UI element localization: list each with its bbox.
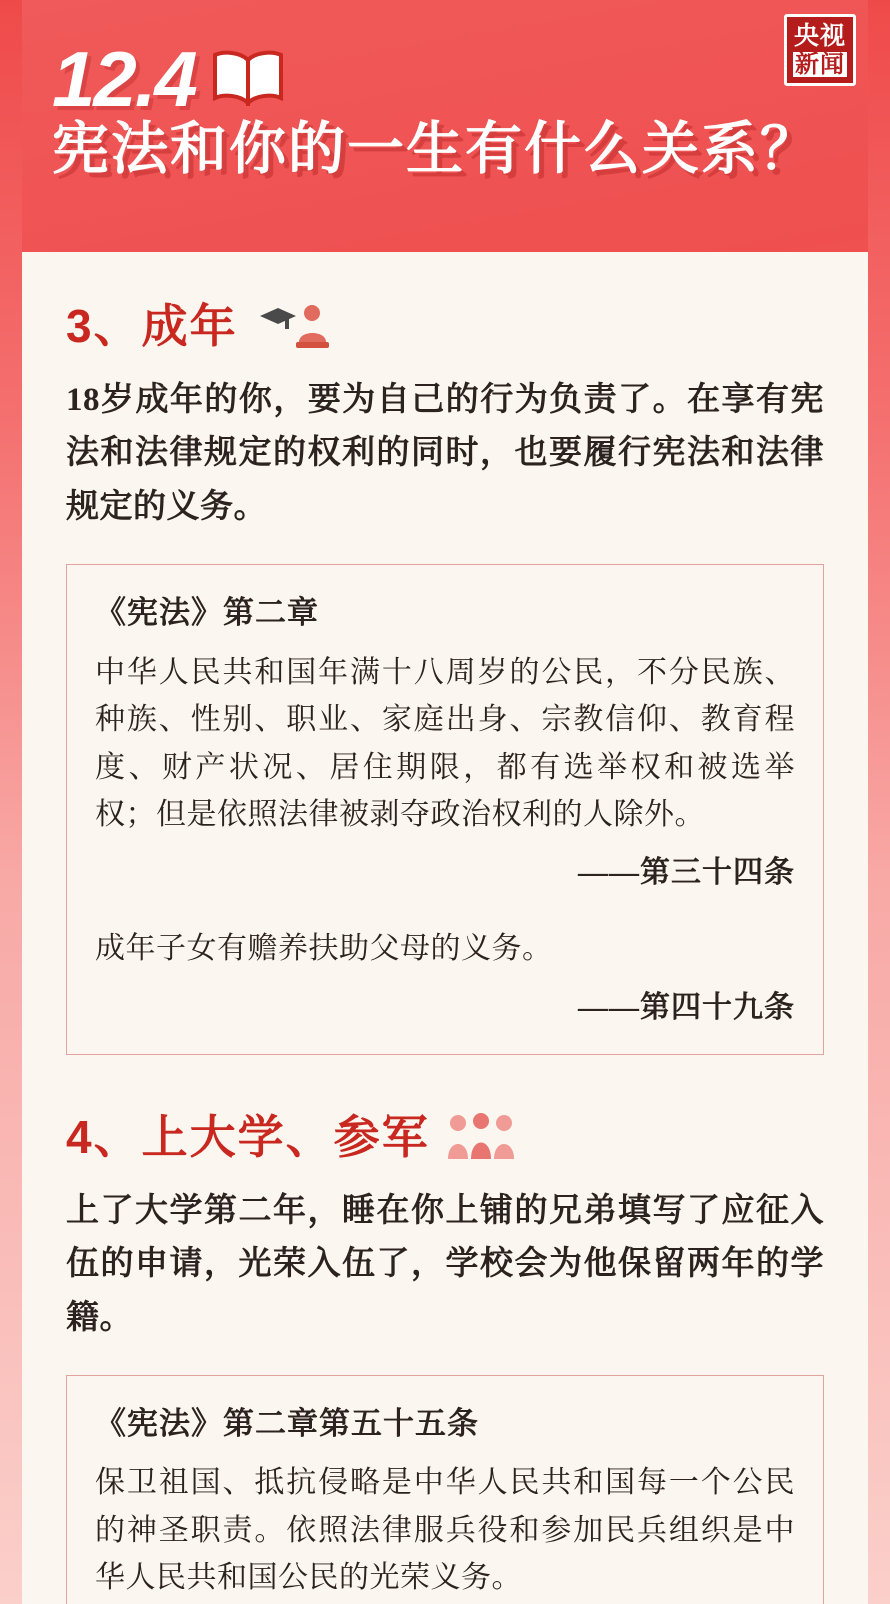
graduation-cap-icon	[252, 300, 338, 352]
soldiers-icon	[444, 1111, 520, 1163]
section-title: 3、成年	[66, 300, 238, 352]
quote-source: ——第三十四条	[578, 856, 795, 890]
section-paragraph: 18岁成年的你，要为自己的行为负责了。在享有宪法和法律规定的权利的同时，也要履行宪法和法律规定的义务。	[66, 382, 824, 525]
section-title: 4、上大学、参军	[66, 1110, 430, 1163]
cctv-news-logo	[784, 14, 856, 86]
quote-body: 保卫祖国、抵抗侵略是中华人民共和国每一个公民的神圣职责。依照法律服兵役和参加民兵组织是中华人民共和国公民的光荣义务。	[95, 1466, 795, 1595]
quote-box-article-34-49	[66, 564, 824, 1054]
quote-box-article-55	[66, 1375, 824, 1604]
date-text: 12.4	[52, 34, 196, 123]
poster-header	[0, 0, 890, 252]
open-book-icon	[210, 48, 286, 106]
quote-title: 《宪法》第二章	[95, 595, 319, 631]
quote-title: 《宪法》第二章第五十五条	[95, 1406, 479, 1442]
quote-body-secondary: 成年子女有赡养扶助父母的义务。	[95, 932, 553, 966]
section-paragraph: 上了大学第二年，睡在你上铺的兄弟填写了应征入伍的申请，光荣入伍了，学校会为他保留两年的学籍。	[66, 1192, 824, 1336]
section-adulthood	[66, 300, 824, 1055]
logo-top-text: 央视	[793, 22, 846, 51]
date-row	[22, 0, 868, 123]
page-title: 宪法和你的一生有什么关系？	[52, 117, 819, 181]
section-heading	[66, 300, 824, 352]
quote-source-secondary: ——第四十九条	[578, 990, 795, 1024]
content-card	[22, 252, 868, 1604]
quote-body: 中华人民共和国年满十八周岁的公民，不分民族、种族、性别、职业、家庭出身、宗教信仰、教育程度、财产状况、居住期限，都有选举权和被选举权；但是依照法律被剥夺政治权利的人除外。	[95, 655, 795, 831]
section-heading	[66, 1111, 824, 1163]
logo-bottom-text: 新闻	[795, 50, 845, 78]
section-university-military	[66, 1111, 824, 1604]
